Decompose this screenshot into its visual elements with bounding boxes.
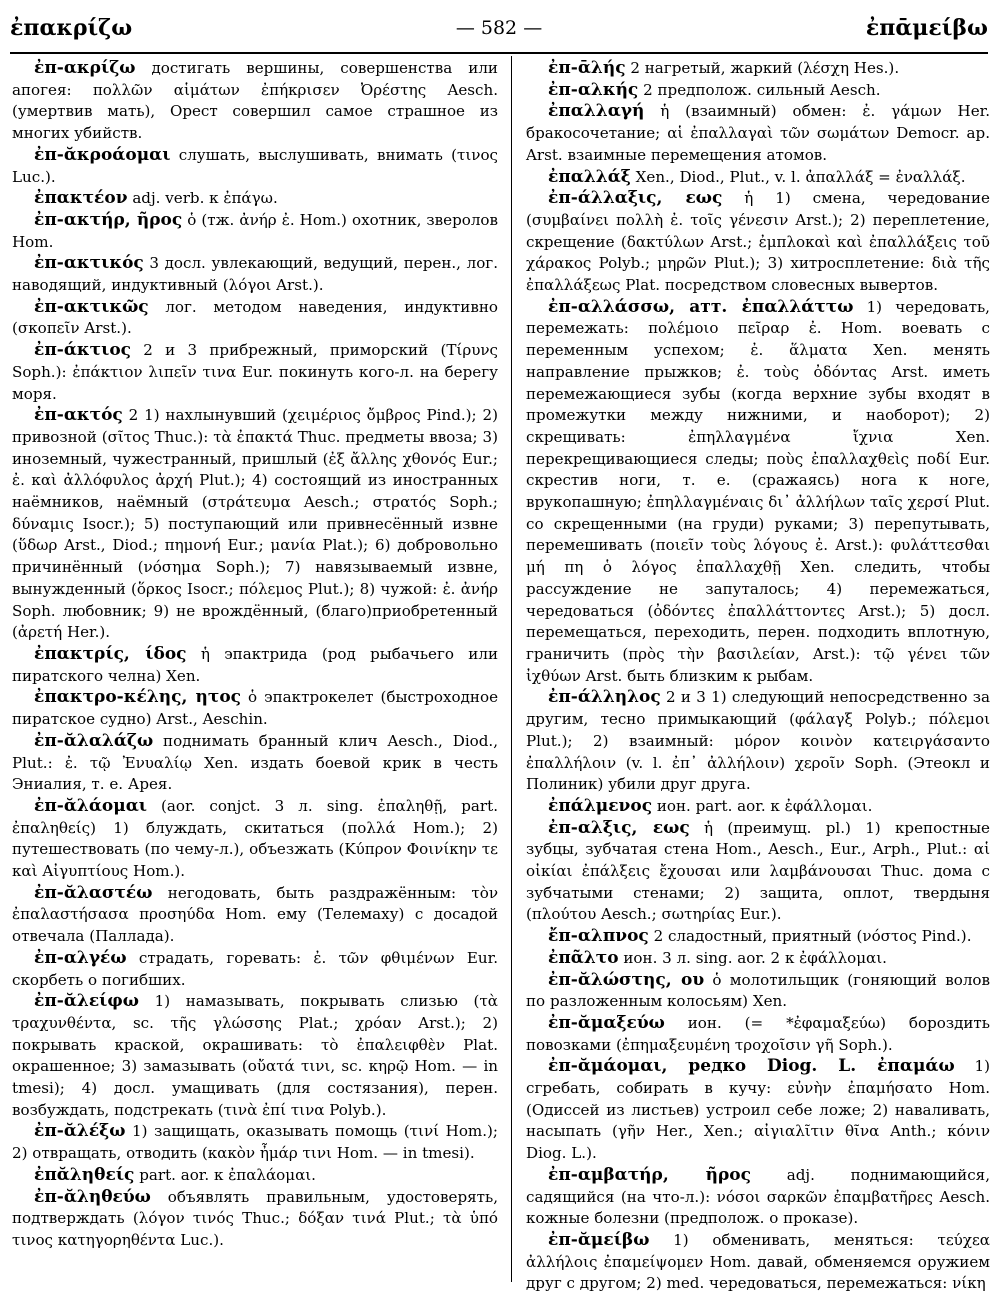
entry-definition: 1) чередовать, перемежать: πολέμοιο πεῖραρ ἐ. Hom. воевать с переменным успехом; ἐ. ἅλματα Xen. менять направление прыжков; ἐ. τοὺς ὀδόντας Arst. иметь перемежающиеся зубы (когда верхние зубы входят в промежутки между нижними, и наоборот); 2) скрещивать: ἐπηλλαγμένα ἴχνια Xen. перекрещивающиеся следы; ποὺς ἐπαλλαχθεὶς ποδί Eur. скрестив ноги, т. е. (сражаясь) нога к ноге, врукопашную; ἐπηλλαγμέναις δι᾽ ἀλλήλων ταῖς χερσί Plut. со скрещенными (на груди) руками; 3) перепутывать, перемешивать (ποιεῖν τοὺς λόγους ἐ. Arst.): φυλάττεσθαι μή πη ὁ λόγος ἐπαλλαχθῇ Xen. следить, чтобы рассуждение не запуталось; 4) перемежаться, чередоваться (ὀδόντες ἐπαλλάττοντες Arst.); 5) досл. перемещаться, переходить, перен. подходить вплотную, граничить (πρὸς τὴν βασιλείαν, Arst.): τῷ γένει τῶν ἰχθύων Arst. быть близким к рыбам.: [526, 297, 990, 685]
entry-definition: 2 предполож. сильный Aesch.: [638, 80, 881, 99]
header-right-headword: ἐπᾱμείβω: [865, 15, 988, 41]
entry-definition: 2 1) нахлынувший (χειμέριος ὄμβρος Pind.); 2) привозной (σῖτος Thuc.): τὰ ἐπακτά Thuc. предметы ввоза; 3) иноземный, чужестранный, пришлый (ἐξ ἄλλης χθονός Eur.; ἐ. καὶ ἀλλόφυλος ἀρχή Plut.); 4) состоящий из иностранных наёмников, наёмный (στράτευμα Aesch.; στρατός Soph.; δύναμις Isocr.); 5) поступающий или привнесённый извне (ὕδωρ Arst., Diod.; πημονή Eur.; μανία Plat.); 6) добровольно причинённый (νόσημα Soph.); 7) навязываемый извне, вынужденный (ὅρκος Isocr.; πόλεμος Plut.); 8) чужой: ἐ. ἀνήρ Soph. любовник; 9) не врождённый, (благо)приобретенный (ἀρετή Her.).: [12, 406, 498, 642]
entry-definition: 2 и 3 1) следующий непосредственно за другим, тесно примыкающий (φάλαγξ Polyb.; πόλεμοι Plut.); 2) взаимный: μόρον κοινὸν κατειργάσαντο ἐπαλλήλοιν (v. l. ἐπ᾽ ἀλλήλοιν) χεροῖν Soph. (Этеокл и Полиник) убили друг друга.: [526, 688, 990, 794]
dictionary-entry: [526, 1013, 990, 1056]
entry-headword: ἐπ-αλγέω: [34, 947, 127, 968]
entry-headword: ἐπ-ᾰλαλάζω: [34, 730, 154, 751]
entry-definition: 1) сгребать, собирать в кучу: εὐνὴν ἐπαμήσατο Hom. (Одиссей из листьев) устроил себе ложе; 2) наваливать, насыпать (γῆν Her., Xen.; αἰγιαλῖτιν θῖνα Anth.; κόνιν Diog. L.).: [526, 1057, 990, 1163]
entry-headword: ἐπ-ᾰμείβω: [548, 1229, 650, 1250]
dictionary-entry: [526, 818, 990, 927]
entry-definition: ἡ (взаимный) обмен: ἐ. γάμων Her. бракосочетание; αἱ ἐπαλλαγαὶ τῶν σωμάτων Democr. ap. Arst. взаимные перемещения атомов.: [526, 102, 990, 164]
entry-definition: adj. поднимающийся, садящийся (на что-л.): νόσοι σαρκῶν ἐπαμβατῆρες Aesch. кожные болезни (предполож. о проказе).: [526, 1165, 990, 1228]
dictionary-entry: [526, 297, 990, 688]
dictionary-entry: [526, 101, 990, 166]
entry-headword: ἐπακτρο-κέλης, ητος: [34, 687, 242, 708]
dictionary-entry: [526, 58, 990, 80]
entry-definition: ион. (= *ἐφαμαξεύω) бороздить повозками (ἐπημαξευμένη τροχοῖσιν γῆ Soph.).: [526, 1013, 990, 1054]
entry-definition: ион. part. aor. к ἐφάλλομαι.: [652, 796, 873, 815]
entry-headword: ἐπ-ᾱλής: [548, 58, 626, 78]
dictionary-entry: [526, 687, 990, 796]
entry-definition: 2 сладостный, приятный (νόστος Pind.).: [648, 927, 972, 946]
entry-definition: ἡ эпактрида (род рыбачьего или пиратского челна) Xen.: [12, 644, 499, 685]
entry-headword: ἐπ-ᾰληθεύω: [34, 1186, 151, 1207]
entry-headword: ἐπ-άλληλος: [548, 687, 661, 708]
entry-headword: ἐπαλλαγή: [548, 101, 645, 122]
entry-definition: объявлять правильным, удостоверять, подтверждать (λόγον τινός Thuc.; δόξαν τινά Plut.; τὰ ὑπό τινος κατηγορηθέντα Luc.).: [12, 1187, 498, 1249]
dictionary-entry: [12, 297, 498, 340]
left-column: [12, 58, 498, 1280]
entry-headword: ἐπ-αμβατήρ, ῆρος: [548, 1164, 751, 1185]
entry-definition: 3 досл. увлекающий, ведущий, перен., лог. наводящий, индуктивный (λόγοι Arst.).: [12, 254, 498, 295]
dictionary-entry: [12, 1187, 498, 1252]
entry-definition: Xen., Diod., Plut., v. l. ἀπαλλάξ = ἐναλλάξ.: [630, 167, 966, 186]
dictionary-entry: [526, 796, 990, 818]
dictionary-entry: [12, 731, 498, 796]
page-header: [10, 10, 988, 46]
entry-headword: ἐπᾶλτο: [548, 947, 619, 968]
entry-headword: ἐπ-αλξις, εως: [548, 817, 690, 838]
entry-headword: ἐπ-ᾰλώστης, ου: [548, 969, 705, 990]
entry-definition: ион. 3 л. sing. aor. 2 к ἐφάλλομαι.: [618, 948, 887, 967]
column-divider: [511, 56, 512, 1282]
dictionary-entry: [12, 145, 498, 188]
entry-definition: 2 нагретый, жаркий (λέσχη Hes.).: [625, 59, 900, 77]
dictionary-entry: [12, 405, 498, 644]
dictionary-entry: [12, 340, 498, 405]
entry-definition: негодовать, быть раздражённым: τὸν ἐπαλαστήσασα προσηύδα Hom. ему (Телемаху) с досадой отвечала (Паллада).: [12, 883, 498, 946]
entry-definition: слушать, выслушивать, внимать (τινος Luc.).: [12, 145, 498, 186]
dictionary-entry: [12, 991, 498, 1121]
dictionary-entry: [526, 1230, 990, 1295]
entry-definition: поднимать бранный клич Aesch., Diod., Plut.: ἐ. τῷ Ἐνυαλίῳ Xen. издать боевой крик в честь Эниалия, т. е. Арея.: [12, 731, 498, 794]
entry-headword: ἐπ-ᾰλαστέω: [34, 882, 153, 903]
dictionary-entry: [12, 1121, 498, 1164]
dictionary-entry: [526, 1056, 990, 1165]
dictionary-entry: [12, 188, 498, 210]
entry-definition: adj. verb. к ἐπάγω.: [127, 189, 278, 208]
entry-headword: ἐπ-ᾰλάομαι: [34, 795, 148, 816]
dictionary-entry: [526, 926, 990, 948]
dictionary-entry: [526, 948, 990, 970]
entry-headword: ἐπακτρίς, ίδος: [34, 643, 187, 664]
entry-definition: ὁ эпактрокелет (быстроходное пиратское судно) Arst., Aeschin.: [12, 688, 498, 729]
entry-definition: 1) обменивать, меняться: τεύχεα ἀλλήλοις ἐπαμείψομεν Hom. давай, обменяемся оружием друг с другом; 2) med. чередоваться, перемежаться: νίκη: [526, 1230, 990, 1293]
entry-headword: ἐπ-αλλάσσω, атт. ἐπαλλάττω: [548, 296, 854, 317]
dictionary-entry: [526, 188, 990, 297]
entry-definition: лог. методом наведения, индуктивно (σκοπεῖν Arst.).: [12, 297, 498, 338]
dictionary-entry: [12, 1165, 498, 1187]
dictionary-entry: [12, 210, 498, 253]
entry-headword: ἐπάλμενος: [548, 795, 653, 816]
dictionary-entry: [526, 167, 990, 189]
entry-definition: ἡ 1) смена, чередование (συμβαίνει πολλὴ ἐ. τοῖς γένεσιν Arst.); 2) переплетение, скрещение (δακτύλων Arst.; ἐμπλοκαὶ καὶ ἐπαλλάξεις τοῦ χάρακος Polyb.; μηρῶν Plut.); 3) хитросплетение: διὰ τῆς ἐπαλλάξεως Plat. посредством словесных вывертов.: [526, 189, 990, 295]
entry-headword: ἔπ-αλπνος: [548, 926, 649, 947]
entry-definition: (aor. conjct. 3 л. sing. ἐπαληθῇ, part. ἐπαληθείς) 1) блуждать, скитаться (πολλά Hom.); 2) путешествовать (по чему-л.), объезжать (Κύπρον Φοινίκην τε καὶ Αἰγυπτίους Hom.).: [12, 796, 498, 881]
entry-headword: ἐπ-ᾰμαξεύω: [548, 1012, 665, 1033]
entry-headword: ἐπ-ᾰλείφω: [34, 991, 139, 1012]
entry-definition: страдать, горевать: ἐ. τῶν φθιμένων Eur. скорбеть о погибших.: [12, 948, 498, 989]
page-number: — 582 —: [455, 17, 543, 39]
entry-headword: ἐπαλλάξ: [548, 166, 631, 187]
dictionary-entry: [12, 644, 498, 687]
entry-headword: ἐπ-ακτικῶς: [34, 296, 149, 317]
entry-headword: ἐπᾰληθείς: [34, 1164, 135, 1185]
entry-headword: ἐπ-άλλαξις, εως: [548, 188, 723, 209]
header-rule: [10, 52, 988, 54]
entry-definition: 1) намазывать, покрывать слизью (τὰ τραχυνθέντα, sc. τῆς γλώσσης Plat.; χρόαν Arst.); 2) покрывать краской, окрашивать: τὸ ἐπαλειφθὲν Plat. окрашенное; 3) замазывать (οὔατά τινι, sc. κηρῷ Hom. — in tmesi); 4) досл. умащивать (для состязания), перен. возбуждать, подстрекать (τινὰ ἐπί τινα Polyb.).: [12, 992, 498, 1119]
entry-definition: 2 и 3 прибрежный, приморский (Τίρυνς Soph.): ἐπάκτιον λιπεῖν τινα Eur. покинуть кого-л. на берегу моря.: [12, 341, 498, 403]
dictionary-entry: [12, 883, 498, 948]
dictionary-entry: [12, 948, 498, 991]
entry-headword: ἐπ-ακρίζω: [34, 58, 136, 78]
entry-definition: ἡ (преимущ. pl.) 1) крепостные зубцы, зубчатая стена Hom., Aesch., Eur., Arph., Plut.: αἱ οἰκίαι ἐπάλξεις ἔχουσαι или λαμβάνουσαι Thuc. дома с зубчатыми стенами; 2) защита, оплот, твердыня (πλούτου Aesch.; σωτηρίας Eur.).: [526, 818, 990, 924]
entry-headword: ἐπ-ᾰκροάομαι: [34, 144, 171, 165]
entry-headword: ἐπ-ᾰλέξω: [34, 1121, 126, 1142]
entry-definition: достигать вершины, совершенства или апогея: πολλῶν αἱμάτων ἐπήκρισεν Ὀρέστης Aesch. (умертвив мать), Орест совершил самое страшное из многих убийств.: [12, 59, 498, 143]
entry-definition: 1) защищать, оказывать помощь (τινί Hom.); 2) отвращать, отводить (κακὸν ἦμάρ τινι Hom. — in tmesi).: [12, 1122, 498, 1163]
dictionary-entry: [12, 796, 498, 883]
entry-definition: ὁ молотильщик (гоняющий волов по разложенным колосьям) Xen.: [526, 970, 990, 1011]
dictionary-entry: [12, 687, 498, 730]
dictionary-entry: [526, 1165, 990, 1230]
entry-headword: ἐπ-ακτός: [34, 405, 123, 426]
entry-headword: ἐπ-αλκής: [548, 79, 639, 100]
right-column: [526, 58, 990, 1293]
dictionary-entry: [12, 58, 498, 145]
entry-headword: ἐπακτέον: [34, 188, 128, 209]
dictionary-entry: [526, 80, 990, 102]
entry-definition: part. aor. к ἐπαλάομαι.: [134, 1165, 316, 1184]
dictionary-entry: [526, 970, 990, 1013]
dictionary-entry: [12, 253, 498, 296]
entry-headword: ἐπ-ακτήρ, ῆρος: [34, 209, 183, 230]
header-left-headword: ἐπακρίζω: [10, 15, 133, 41]
entry-headword: ἐπ-άκτιος: [34, 340, 132, 361]
entry-definition: ὁ (тж. ἀνήρ ἐ. Hom.) охотник, зверолов Hom.: [12, 210, 499, 251]
entry-headword: ἐπ-ᾰμάομαι, редко Diog. L. ἐπαμάω: [548, 1056, 955, 1077]
entry-headword: ἐπ-ακτικός: [34, 253, 144, 274]
